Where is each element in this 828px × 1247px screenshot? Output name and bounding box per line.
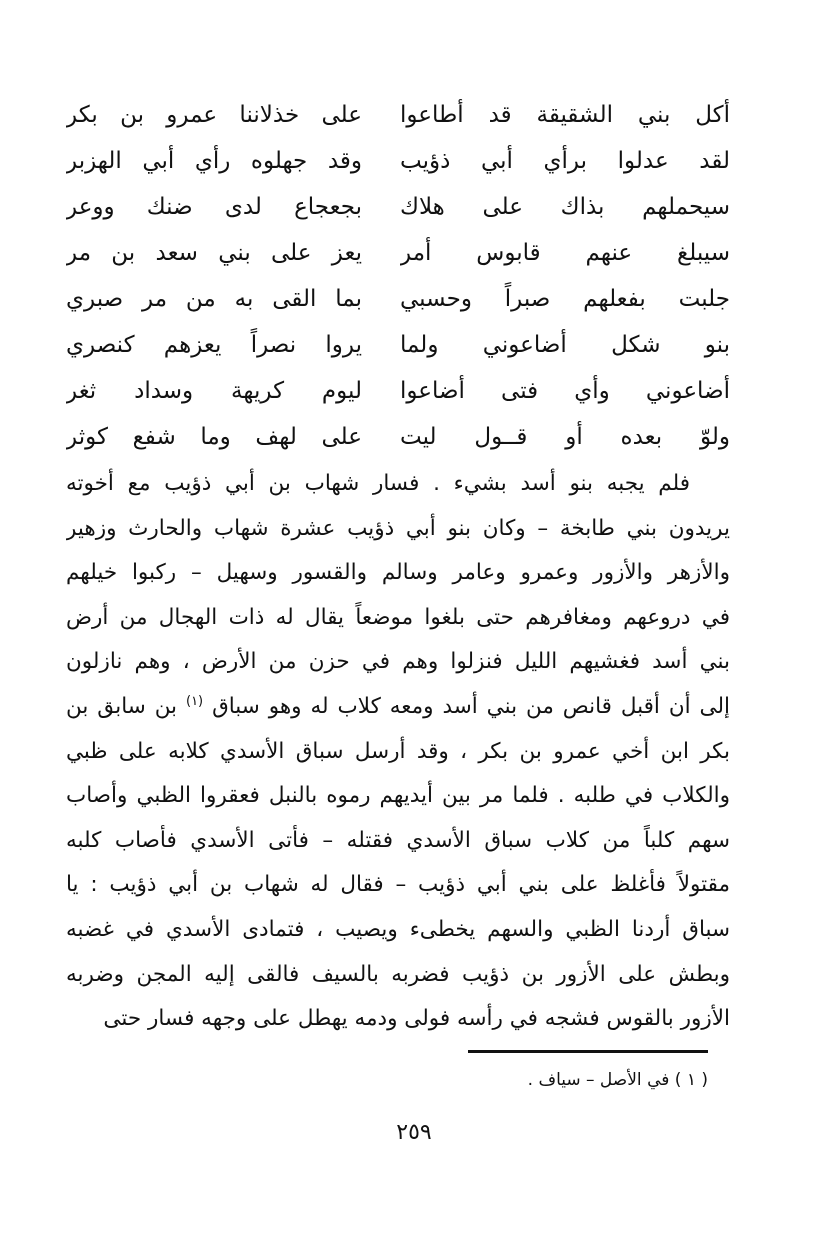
prose-line: الأزور بالقوس فشجه في رأسه فولى ودمه يهطل على وجهه فسار حتى: [103, 1006, 730, 1032]
verse-first-hemistich: جلبت بفعلهم صبراً وحسبي: [400, 286, 730, 312]
prose-line: بكر ابن أخي عمرو بن بكر ، وقد أرسل سباق الأسدي كلابه على ظبي: [66, 738, 730, 764]
verse-second-hemistich: يعز على بني سعد بن مر: [66, 240, 362, 266]
verse-second-hemistich: على لهف وما شفع كوثر: [66, 424, 362, 450]
verse-first-hemistich: بنو شكل أضاعوني ولما: [400, 332, 730, 358]
poem-block: [66, 92, 730, 460]
footnote-reference[interactable]: (١): [185, 693, 204, 709]
verse-second-hemistich: بما القى به من مر صبري: [66, 286, 362, 312]
prose-line: سهم كلباً من كلاب سباق الأسدي فقتله – فأتى الأسدي فأصاب كلبه: [66, 827, 730, 853]
prose-line: بني أسد فغشيهم الليل فنزلوا وهم في حزن من الأرض ، وهم نازلون: [66, 649, 730, 675]
verse-second-hemistich: بجعجاع لدى ضنك ووعر: [66, 194, 362, 220]
prose-line-with-footnote-ref: [66, 685, 730, 730]
poem-verse: [66, 368, 730, 414]
page-number: ٢٥٩: [396, 1120, 432, 1145]
verse-first-hemistich: أضاعوني وأي فتى أضاعوا: [400, 378, 730, 404]
verse-first-hemistich: سيحملهم بذاك على هلاك: [400, 194, 730, 220]
prose-line-part: بن سابق بن: [66, 693, 178, 719]
verse-second-hemistich: وقد جهلوه رأي أبي الهزبر: [66, 148, 362, 174]
verse-second-hemistich: على خذلاننا عمرو بن بكر: [66, 102, 362, 128]
poem-verse: [66, 414, 730, 460]
prose-line: مقتولاً فأغلظ على بني أبي ذؤيب – فقال له شهاب بن أبي ذؤيب : يا: [66, 872, 730, 898]
prose-line: سباق أردنا الظبي والسهم يخطىء ويصيب ، فتمادى الأسدي في غضبه: [66, 916, 730, 942]
verse-first-hemistich: لقد عدلوا برأي أبي ذؤيب: [400, 148, 730, 174]
prose-line-part: إلى أن أقبل قانص من بني أسد ومعه كلاب له وهو سباق: [212, 693, 730, 719]
prose-line: في دروعهم ومغافرهم حتى بلغوا موضعاً يقال له ذات الهجال من أرض: [66, 604, 730, 630]
poem-verse: [66, 138, 730, 184]
footnote-divider: [468, 1050, 708, 1053]
poem-verse: [66, 184, 730, 230]
prose-line: يريدون بني طابخة – وكان بنو أبي ذؤيب عشرة شهاب والحارث وزهير: [66, 515, 730, 541]
verse-second-hemistich: يروا نصراً يعزهم كنصري: [66, 332, 362, 358]
prose-line: وبطش على الأزور بن ذؤيب فضربه بالسيف فالقى إليه المجن وضربه: [66, 961, 730, 987]
verse-first-hemistich: سيبلغ عنهم قابوس أمر: [400, 240, 730, 266]
verse-first-hemistich: أكل بني الشقيقة قد أطاعوا: [400, 102, 730, 128]
prose-line: فلم يجبه بنو أسد بشيء . فسار شهاب بن أبي ذؤيب مع أخوته: [66, 471, 690, 496]
verse-first-hemistich: ولوّ بعده أو قــول ليت: [400, 424, 730, 450]
poem-verse: [66, 322, 730, 368]
prose-line: والأزهر والأزور وعمرو وعامر وسالم والقسور وسهيل – ركبوا خيلهم: [66, 560, 730, 586]
footnote: ( ١ ) في الأصل – سياف .: [527, 1070, 708, 1090]
poem-verse: [66, 276, 730, 322]
prose-paragraph: [66, 462, 730, 1042]
poem-verse: [66, 230, 730, 276]
verse-second-hemistich: ليوم كريهة وسداد ثغر: [66, 378, 362, 404]
poem-verse: [66, 92, 730, 138]
prose-line: والكلاب في طلبه . فلما مر بين أيديهم رموه بالنبل فعقروا الظبي وأصاب: [66, 783, 730, 809]
